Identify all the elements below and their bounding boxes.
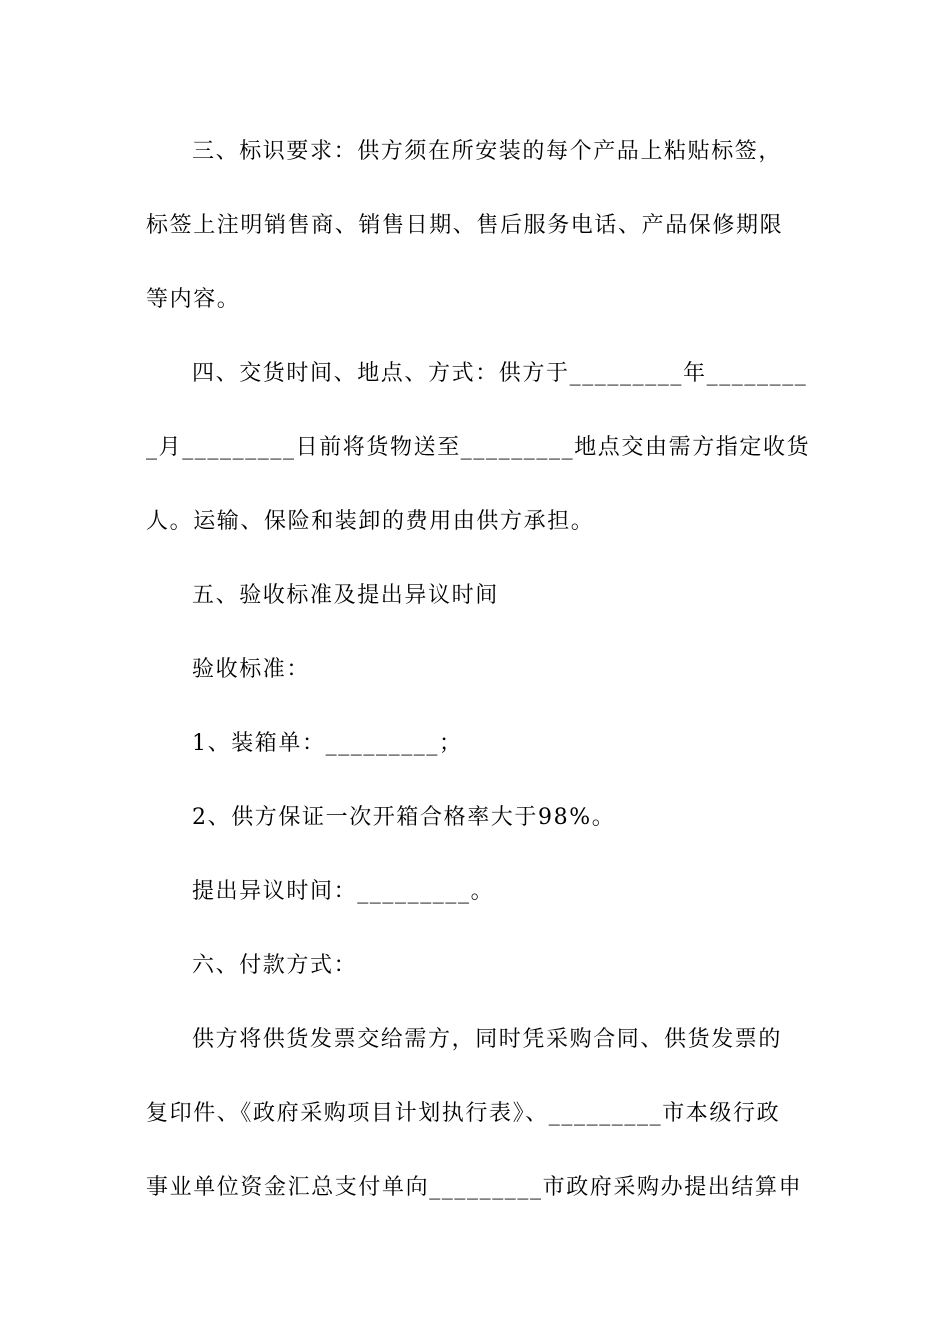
paragraph-line-14: 复印件、《政府采购项目计划执行表》、_________市本级行政 (146, 1101, 781, 1126)
list-item-1: 1、装箱单：_________； (192, 731, 463, 756)
paragraph-line-1: 三、标识要求：供方须在所安装的每个产品上粘贴标签， (192, 139, 783, 164)
paragraph-line-15: 事业单位资金汇总支付单向_________市政府采购办提出结算申 (146, 1175, 803, 1200)
paragraph-line-6: 人。运输、保险和装卸的费用由供方承担。 (146, 509, 595, 534)
paragraph-line-3: 等内容。 (146, 287, 241, 312)
list-item-2: 2、供方保证一次开箱合格率大于98%。 (192, 805, 616, 830)
objection-time-line: 提出异议时间：_________。 (192, 879, 495, 904)
paragraph-line-13: 供方将供货发票交给需方，同时凭采购合同、供货发票的 (192, 1027, 783, 1052)
acceptance-standard-label: 验收标准： (192, 657, 311, 682)
section-heading-6: 六、付款方式： (192, 953, 358, 978)
paragraph-line-2: 标签上注明销售商、销售日期、售后服务电话、产品保修期限 (146, 213, 784, 238)
paragraph-line-5: _月_________日前将货物送至_________地点交由需方指定收货 (146, 435, 811, 460)
paragraph-line-4: 四、交货时间、地点、方式：供方于_________年________ (192, 361, 808, 386)
section-heading-5: 五、验收标准及提出异议时间 (192, 583, 499, 608)
